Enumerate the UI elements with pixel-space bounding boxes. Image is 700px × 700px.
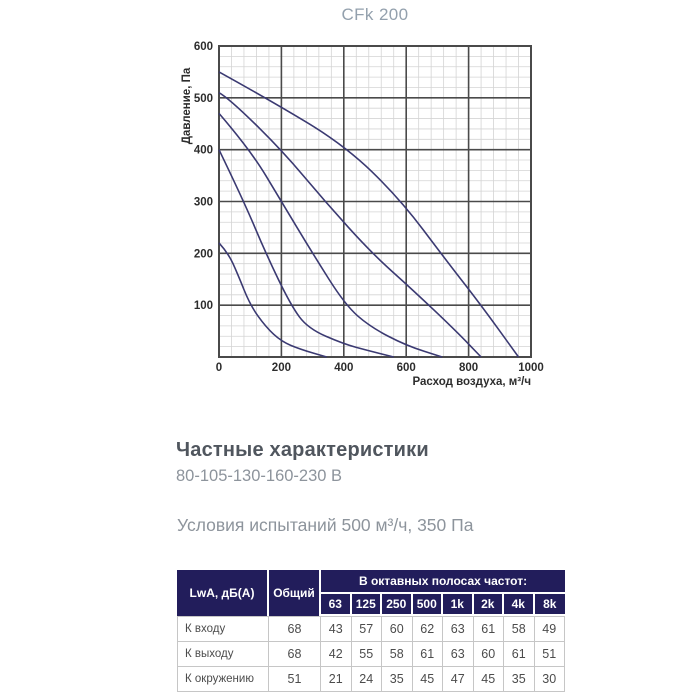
table-cell: 49 (535, 616, 566, 642)
y-tick-label: 500 (193, 92, 213, 105)
table-cell: 58 (504, 616, 535, 642)
table-cell: 55 (352, 642, 383, 667)
x-tick-label: 200 (271, 362, 291, 374)
row-label: К окружению (177, 667, 269, 692)
row-label: К выходу (177, 642, 269, 667)
table-row (177, 616, 565, 642)
table-cell: 51 (535, 642, 566, 667)
col-header-8k: 8k (535, 594, 566, 616)
x-tick-label: 800 (459, 362, 479, 374)
col-header-4k: 4k (504, 594, 535, 616)
row-label: К входу (177, 616, 269, 642)
table-cell: 42 (321, 642, 352, 667)
col-header-250: 250 (382, 594, 413, 616)
table-cell: 35 (504, 667, 535, 692)
table-cell: 61 (474, 616, 505, 642)
table-cell: 30 (535, 667, 566, 692)
table-cell: 47 (443, 667, 474, 692)
table-cell: 61 (504, 642, 535, 667)
x-tick-label: 1000 (518, 362, 544, 374)
noise-table (177, 570, 565, 692)
col-header-lwa: LwA, дБ(A) (177, 570, 269, 616)
y-axis-title: Давление, Па (181, 67, 193, 145)
table-cell: 21 (321, 667, 352, 692)
col-header-125: 125 (352, 594, 383, 616)
table-cell: 61 (413, 642, 444, 667)
x-tick-label: 400 (334, 362, 354, 374)
x-tick-label: 600 (396, 362, 416, 374)
col-header-1k: 1k (443, 594, 474, 616)
noise-table-wrapper (177, 570, 565, 692)
table-cell: 63 (443, 642, 474, 667)
table-cell: 45 (413, 667, 444, 692)
table-cell: 68 (269, 642, 321, 667)
col-header-total: Общий (269, 570, 321, 616)
table-cell: 60 (382, 616, 413, 642)
table-cell: 51 (269, 667, 321, 692)
y-tick-label: 200 (193, 248, 213, 261)
voltage-list: 80-105-130-160-230 В (176, 467, 343, 485)
x-axis-title: Расход воздуха, м³/ч (412, 376, 531, 388)
col-header-2k: 2k (474, 594, 505, 616)
table-cell: 43 (321, 616, 352, 642)
x-tick-label: 0 (215, 362, 223, 374)
table-cell: 60 (474, 642, 505, 667)
y-tick-label: 400 (193, 144, 213, 157)
y-tick-label: 600 (193, 41, 213, 53)
test-conditions: Условия испытаний 500 м³/ч, 350 Па (177, 515, 474, 535)
table-cell: 57 (352, 616, 383, 642)
table-row (177, 642, 565, 667)
table-cell: 62 (413, 616, 444, 642)
col-header-octave-bands: В октавных полосах частот: (321, 570, 565, 594)
table-cell: 63 (443, 616, 474, 642)
y-tick-label: 300 (193, 196, 213, 209)
table-cell: 35 (382, 667, 413, 692)
col-header-500: 500 (413, 594, 444, 616)
y-tick-label: 100 (193, 300, 213, 313)
chart-title: CFk 200 (341, 5, 409, 24)
table-row (177, 667, 565, 692)
col-header-63: 63 (321, 594, 352, 616)
table-cell: 58 (382, 642, 413, 667)
fan-curve-80В (219, 243, 327, 357)
table-cell: 45 (474, 667, 505, 692)
table-cell: 24 (352, 667, 383, 692)
section-title-characteristics: Частные характеристики (176, 439, 429, 461)
table-cell: 68 (269, 616, 321, 642)
